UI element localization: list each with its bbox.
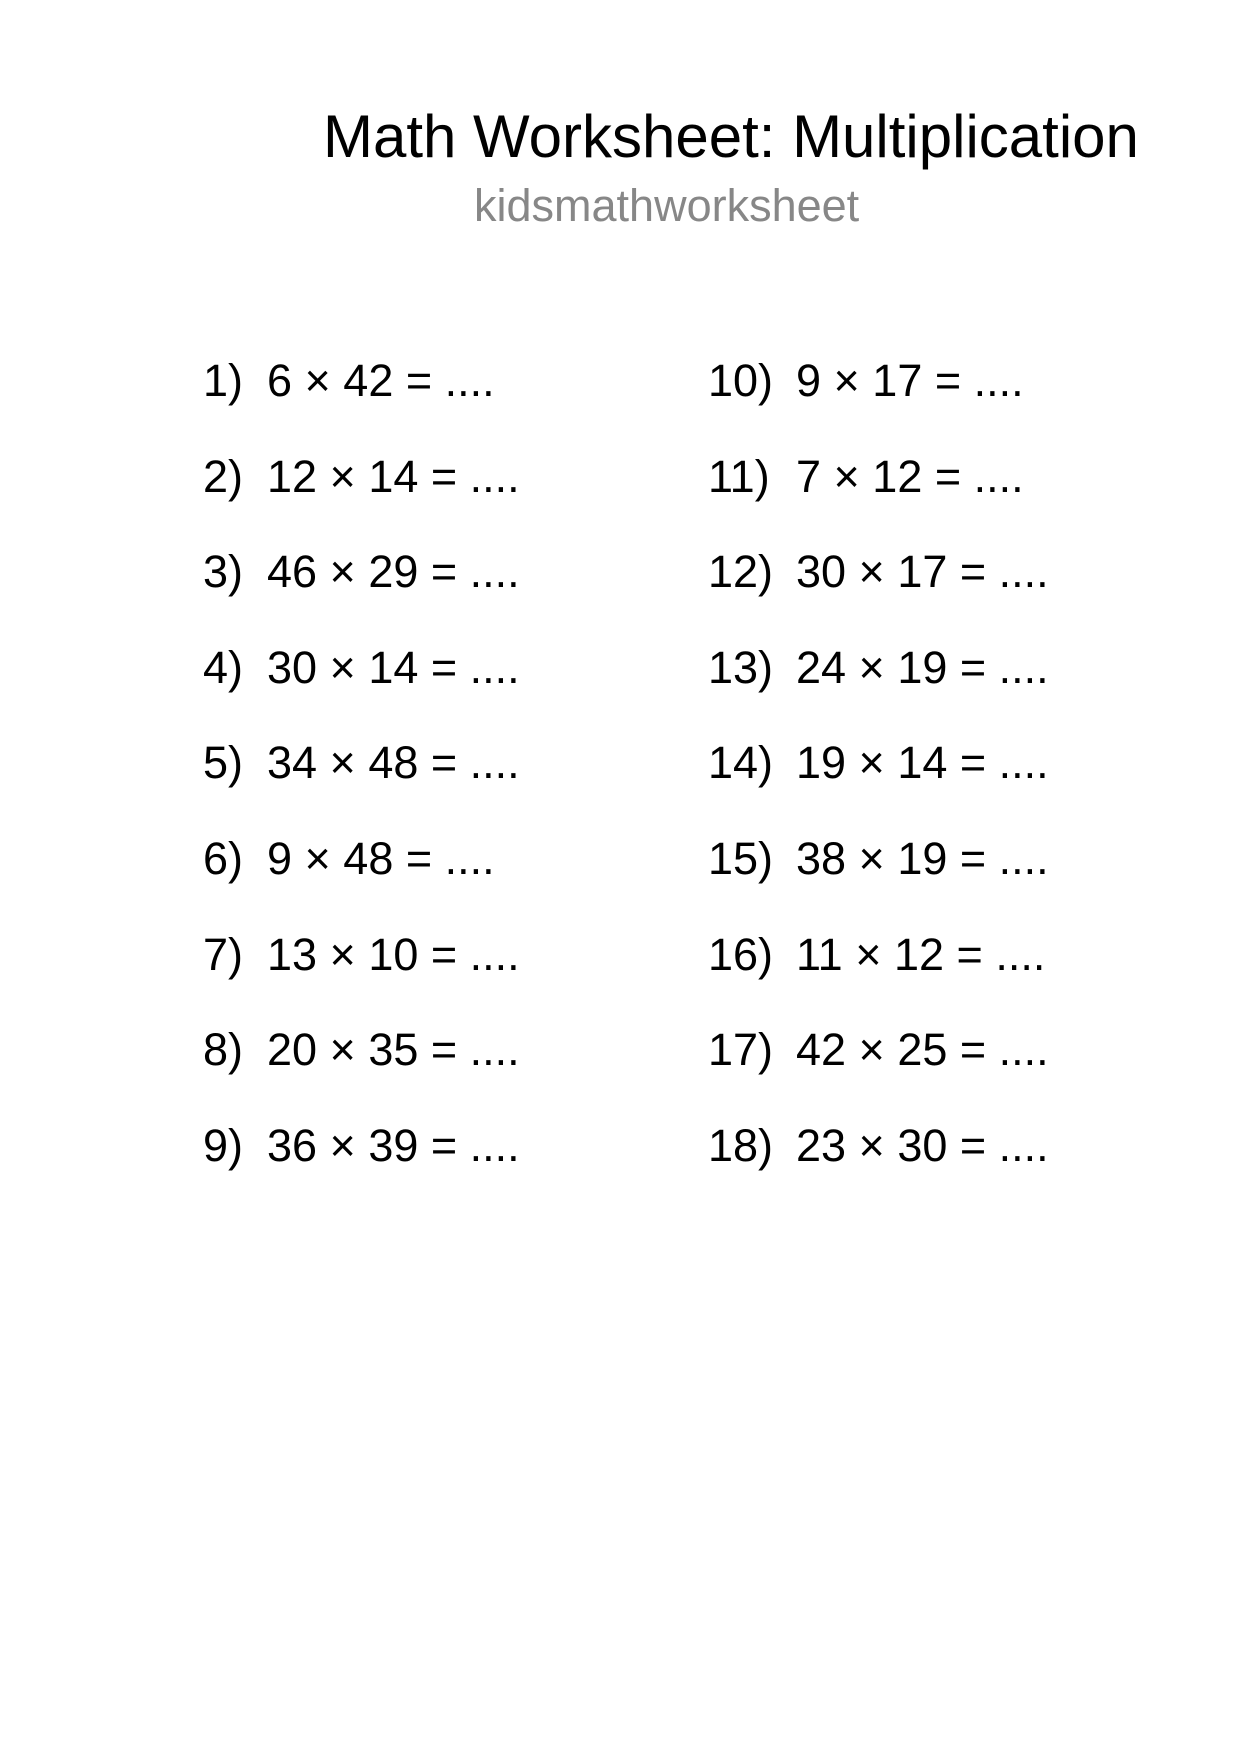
problem-expression: 23 × 30 = ....: [796, 1119, 1049, 1171]
problem-expression: 13 × 10 = ....: [267, 928, 520, 980]
problem-expression: 36 × 39 = ....: [267, 1119, 520, 1171]
problem-number: 1): [203, 355, 244, 406]
site-name: kidsmathworksheet: [474, 180, 860, 231]
problem-number: 4): [203, 641, 244, 693]
problem-number: 7): [203, 928, 244, 980]
problem-expression: 19 × 14 = ....: [796, 737, 1049, 789]
problem-number: 2): [203, 450, 244, 502]
problem-number: 16): [708, 928, 774, 980]
problem-number: 5): [203, 737, 244, 789]
problem-number: 3): [203, 546, 244, 598]
problem-number: 14): [708, 737, 774, 789]
problem-expression: 20 × 35 = ....: [267, 1024, 520, 1076]
problem-number: 9): [203, 1119, 244, 1171]
problem-number: 18): [708, 1119, 774, 1171]
problem-expression: 30 × 17 = ....: [796, 546, 1049, 598]
problem-expression: 24 × 19 = ....: [796, 641, 1049, 693]
problem-number: 13): [708, 641, 774, 693]
problem-expression: 30 × 14 = ....: [267, 641, 520, 693]
problem-number: 11): [708, 450, 770, 502]
problem-number: 6): [203, 832, 244, 884]
problem-expression: 6 × 42 = ....: [267, 355, 495, 406]
problem-expression: 12 × 14 = ....: [267, 450, 520, 502]
problem-expression: 9 × 17 = ....: [796, 355, 1024, 406]
problem-expression: 38 × 19 = ....: [796, 832, 1049, 884]
problem-expression: 46 × 29 = ....: [267, 546, 520, 598]
problem-expression: 42 × 25 = ....: [796, 1024, 1049, 1076]
problem-expression: 7 × 12 = ....: [796, 450, 1024, 502]
problem-number: 15): [708, 832, 774, 884]
problem-number: 17): [708, 1024, 774, 1076]
problem-number: 12): [708, 546, 774, 598]
problem-expression: 11 × 12 = ....: [796, 928, 1046, 980]
problem-number: 10): [708, 355, 774, 406]
page-title: Math Worksheet: Multiplication: [323, 103, 1139, 170]
problem-number: 8): [203, 1024, 244, 1076]
problem-expression: 34 × 48 = ....: [267, 737, 520, 789]
problem-expression: 9 × 48 = ....: [267, 832, 495, 884]
